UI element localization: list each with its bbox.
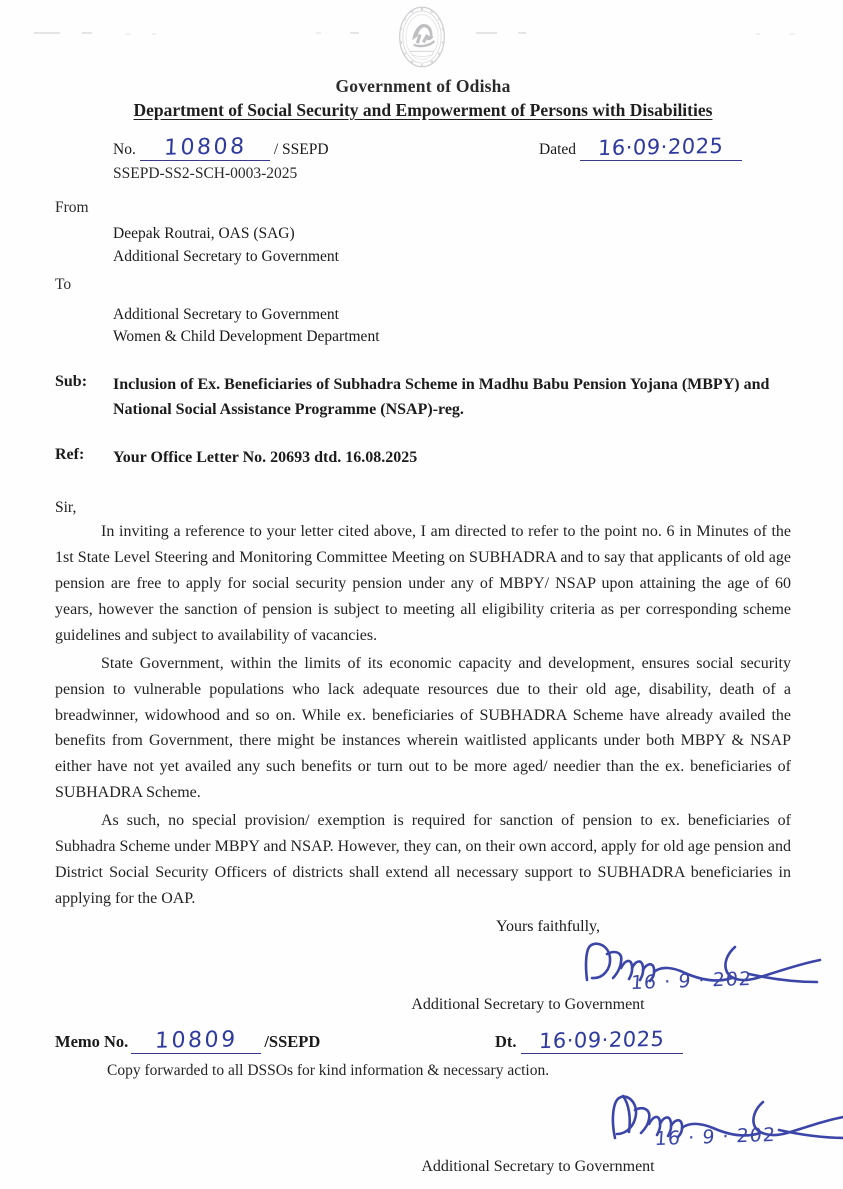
memo-signature-block [55,1082,791,1178]
government-heading: Government of Odisha [335,76,511,96]
body-paragraph-3: As such, no special provision/ exemption is required for sanction of pension to ex. beneficiaries of Subhadra Scheme under MBPY and NSAP. However, they can, on their own accord, apply for old age pension and District Social Security Officers of districts shall extend all necessary support to SUBHADRA beneficiaries in applying for the OAP. [55,812,791,907]
salutation: Sir, [55,499,77,517]
signature-date: 16 · 9 · 202 [630,967,753,994]
subject-block [55,373,791,423]
memo-copy-text: Copy forwarded to all DSSOs for kind information & necessary action. [107,1061,550,1079]
department-heading: Department of Social Security and Empowerment of Persons with Disabilities [133,100,713,120]
odisha-state-emblem-icon [391,4,453,70]
file-number: SSEPD-SS2-SCH-0003-2025 [113,165,298,182]
subject-label: Sub: [55,372,88,390]
memo-date-value: 16·09·2025 [538,1026,665,1053]
letter-number-value: 10808 [162,134,247,161]
emblem-container [0,4,843,70]
body-paragraph-1: In inviting a reference to your letter cited above, I am directed to refer to the point no. 6 in Minutes of the 1st State Level Steering and Monitoring Committee Meeting on SUBHADRA and to say that applicants of old age pension are free to apply for social security pension under any of MBPY/ NSAP upon attaining the age of 60 years, however the sanction of pension is subject to meeting all eligibility criteria as per corresponding scheme guidelines and subject to availability of vacancies. [55,523,791,644]
dated-block [539,133,742,161]
document-content [55,76,791,1178]
body-paragraph-2: State Government, within the limits of its economic capacity and development, ensures social security pension to vulnerable populations who lack adequate resources due to their old age, disability, death of a breadwinner, widowhood and so on. While ex. beneficiaries of SUBHADRA Scheme have already availed the benefits from Government, there might be instances wherein waitlisted applicants under both MBPY & NSAP either have not yet availed any such benefits or turn out to be more aged/ needier than the ex. beneficiaries of SUBHADRA Scheme. [55,654,791,802]
memo-signature-designation: Additional Secretary to Government [421,1157,655,1175]
from-line-2: Additional Secretary to Government [113,247,339,265]
memo-label: Memo No. [55,1031,129,1051]
dated-field[interactable] [580,133,742,161]
reference-text: Your Office Letter No. 20693 dtd. 16.08.2025 [113,449,418,467]
to-line-2: Women & Child Development Department [113,328,380,346]
letter-number-label: No. [113,141,136,158]
from-line-1: Deepak Routrai, OAS (SAG) [113,225,295,243]
memo-date-block [495,1026,683,1054]
yours-faithfully: Yours faithfully, [495,917,600,935]
subject-text: Inclusion of Ex. Beneficiaries of Subhadra Scheme in Madhu Babu Pension Yojana (MBPY) and National Social Assistance Programme (NSAP)-reg. [113,375,770,418]
letter-number-suffix: / SSEPD [273,141,329,158]
dated-label: Dated [539,141,577,158]
to-line-1: Additional Secretary to Government [113,305,339,323]
memo-row [55,1026,791,1060]
memo-signature-date: 16 · 9 · 202 [654,1123,777,1150]
memo-date-field[interactable] [521,1026,683,1054]
to-label: To [55,276,72,294]
reference-label: Ref: [55,446,85,464]
reference-block [55,446,791,471]
memo-number-field[interactable] [131,1027,261,1054]
signature-designation: Additional Secretary to Government [411,995,645,1013]
memo-number-block [55,1027,321,1054]
memo-date-label: Dt. [495,1031,517,1051]
letter-number-field[interactable] [140,134,270,161]
dated-value: 16·09·2025 [597,133,725,161]
letter-number-block [113,134,329,161]
closing-block [55,918,791,1014]
from-label: From [55,199,89,216]
reference-row [55,133,791,163]
memo-suffix: /SSEPD [264,1031,321,1051]
from-to-block [55,197,791,349]
memo-number-value: 10809 [154,1027,239,1054]
